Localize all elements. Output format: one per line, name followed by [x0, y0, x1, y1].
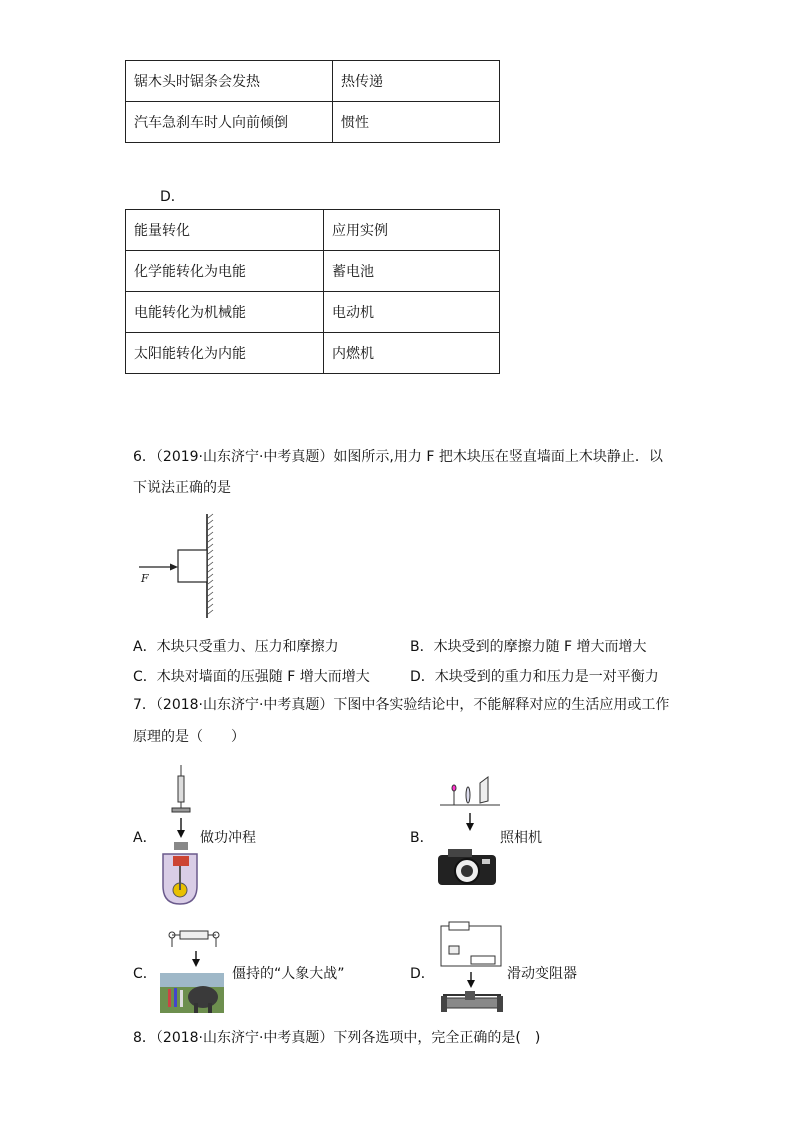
circuit-diagram-icon [441, 922, 501, 966]
camera-icon [438, 849, 496, 885]
table-cell: 内燃机 [324, 333, 500, 374]
table-row [126, 61, 500, 102]
question-6-line-1: 6．（2019·山东济宁·中考真题）如图所示,用力 F 把木块压在竖直墙面上木块静止．以 [133, 449, 663, 465]
arrow-down-icon [192, 959, 200, 967]
engine-cylinder-icon [163, 842, 197, 904]
q7-option-a-text: 做功冲程 [200, 830, 256, 846]
force-arrowhead [170, 564, 178, 571]
q7-option-d-text: 滑动变阻器 [507, 966, 577, 982]
option-d-label: D． [160, 189, 185, 205]
table-cell: 电动机 [324, 292, 500, 333]
q7-option-a-letter: A． [133, 830, 157, 846]
q7-option-b-letter: B． [410, 830, 434, 846]
wall-hatch [207, 514, 213, 618]
q7-option-c-text: 僵持的“人象大战” [232, 966, 345, 982]
table-row [126, 292, 500, 333]
question-8-line-1: 8．（2018·山东济宁·中考真题）下列各选项中，完全正确的是( ) [133, 1030, 541, 1046]
air-pump-icon [172, 765, 190, 812]
table-row [126, 251, 500, 292]
arrow-down-icon [467, 980, 475, 988]
table-cell: 能量转化 [126, 210, 324, 251]
table-d [125, 209, 500, 374]
pulley-setup-icon [169, 931, 219, 947]
table-cell: 惯性 [333, 102, 500, 143]
table-row [126, 210, 500, 251]
q7-option-d-letter: D． [410, 966, 435, 982]
optical-bench-icon [440, 777, 500, 805]
q6-option-a: A．木块只受重力、压力和摩擦力 [133, 639, 339, 655]
q6-option-b: B．木块受到的摩擦力随 F 增大而增大 [410, 639, 647, 655]
arrow-down-icon [466, 823, 474, 831]
question-6-line-2: 下说法正确的是 [133, 480, 231, 496]
q7-b-figure [436, 775, 506, 890]
table-row [126, 333, 500, 374]
q6-option-c: C．木块对墙面的压强随 F 增大而增大 [133, 669, 370, 685]
table-cell: 太阳能转化为内能 [126, 333, 324, 374]
q7-d-figure [435, 920, 510, 1020]
table-cell: 电能转化为机械能 [126, 292, 324, 333]
table-cell: 热传递 [333, 61, 500, 102]
rheostat-icon [441, 991, 503, 1012]
q7-a-figure [160, 762, 200, 910]
elephant-photo-icon [160, 973, 224, 1013]
q7-option-c-letter: C． [133, 966, 157, 982]
q6-option-d: D．木块受到的重力和压力是一对平衡力 [410, 669, 659, 685]
table-cell: 锯木头时锯条会发热 [126, 61, 333, 102]
arrow-down-icon [177, 830, 185, 838]
q7-option-b-text: 照相机 [500, 830, 542, 846]
question-7-line-2: 原理的是（ ） [133, 729, 245, 745]
table-cell: 汽车急刹车时人向前倾倒 [126, 102, 333, 143]
table-row [126, 102, 500, 143]
q6-wall-block-figure [135, 512, 225, 622]
table-cell: 化学能转化为电能 [126, 251, 324, 292]
table-cell: 应用实例 [324, 210, 500, 251]
q7-c-figure [158, 925, 228, 1015]
force-label: F [141, 572, 149, 585]
table-cell: 蓄电池 [324, 251, 500, 292]
question-7-line-1: 7．（2018·山东济宁·中考真题）下图中各实验结论中，不能解释对应的生活应用或工作 [133, 697, 670, 713]
wooden-block [178, 550, 207, 582]
table-top [125, 60, 500, 143]
